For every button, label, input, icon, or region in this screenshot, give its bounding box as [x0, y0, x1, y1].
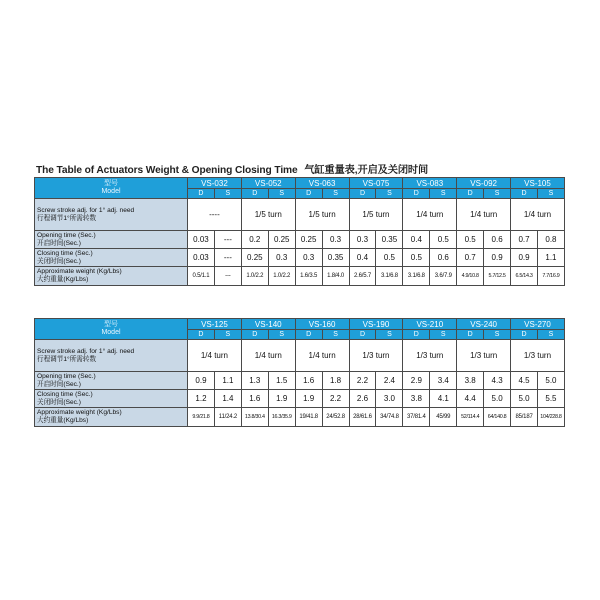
opening-value: 0.5	[457, 231, 484, 249]
weight-value: 52/114.4	[457, 408, 484, 427]
model-header	[35, 178, 188, 199]
closing-value: 0.35	[322, 249, 349, 267]
opening-label	[35, 372, 188, 390]
spring-return-header: S	[376, 330, 403, 340]
double-acting-header: D	[349, 330, 376, 340]
closing-value: 4.4	[457, 390, 484, 408]
opening-value: 1.3	[241, 372, 268, 390]
weight-value: 2.6/5.7	[349, 267, 376, 286]
weight-value: 34/74.8	[376, 408, 403, 427]
closing-value: 1.9	[268, 390, 295, 408]
opening-label-zh: 开启时间(Sec.)	[37, 380, 81, 388]
spring-return-header: S	[214, 189, 241, 199]
document-title-zh: 气缸重量表,开启及关闭时间	[304, 165, 429, 176]
opening-value: 0.25	[268, 231, 295, 249]
weight-value: 11/24.2	[214, 408, 241, 427]
closing-value: 0.25	[241, 249, 268, 267]
opening-value: 0.8	[537, 231, 564, 249]
closing-value: 0.3	[268, 249, 295, 267]
screw-value: 1/3 turn	[511, 340, 565, 372]
header-row-models	[35, 178, 565, 189]
model-name: VS-075	[349, 178, 403, 189]
weight-value: 1.0/2.2	[241, 267, 268, 286]
model-name: VS-105	[511, 178, 565, 189]
weight-value: 45/99	[430, 408, 457, 427]
closing-value: 0.3	[295, 249, 322, 267]
opening-label-en: Opening time (Sec.)	[37, 372, 96, 380]
closing-value: 1.6	[241, 390, 268, 408]
opening-value: 4.3	[484, 372, 511, 390]
spring-return-header: S	[322, 189, 349, 199]
row-closing	[35, 390, 565, 408]
closing-value: 3.0	[376, 390, 403, 408]
model-name: VS-160	[295, 319, 349, 330]
closing-label-en: Closing time (Sec.)	[37, 249, 93, 257]
screw-value: 1/3 turn	[457, 340, 511, 372]
weight-value: 104/228.8	[537, 408, 564, 427]
spring-return-header: S	[322, 330, 349, 340]
double-acting-header: D	[241, 189, 268, 199]
spec-table-1	[34, 177, 565, 286]
spec-table-2	[34, 318, 565, 427]
opening-value: 0.7	[511, 231, 538, 249]
screw-label-zh: 行程调节1°所需转数	[37, 214, 97, 222]
closing-value: 1.2	[188, 390, 215, 408]
opening-value: 1.5	[268, 372, 295, 390]
weight-value: 3.1/6.8	[376, 267, 403, 286]
screw-value: 1/4 turn	[403, 199, 457, 231]
row-closing	[35, 249, 565, 267]
screw-value: 1/3 turn	[349, 340, 403, 372]
model-name: VS-032	[188, 178, 242, 189]
screw-label-en: Screw stroke adj. for 1° adj. need	[37, 347, 135, 355]
weight-value: 9.9/21.8	[188, 408, 215, 427]
opening-value: 0.25	[295, 231, 322, 249]
model-name: VS-092	[457, 178, 511, 189]
closing-value: 0.9	[484, 249, 511, 267]
closing-value: ---	[214, 249, 241, 267]
weight-value: 0.5/1.1	[188, 267, 215, 286]
closing-value: 5.5	[537, 390, 564, 408]
double-acting-header: D	[511, 189, 538, 199]
weight-value: 13.8/30.4	[241, 408, 268, 427]
double-acting-header: D	[188, 330, 215, 340]
weight-value: 1.6/3.5	[295, 267, 322, 286]
weight-value: 24/52.8	[322, 408, 349, 427]
opening-value: 0.6	[484, 231, 511, 249]
model-name: VS-270	[511, 319, 565, 330]
opening-value: 0.3	[322, 231, 349, 249]
closing-value: 1.1	[537, 249, 564, 267]
row-opening	[35, 372, 565, 390]
opening-value: 4.5	[511, 372, 538, 390]
weight-value: 6.5/14.3	[511, 267, 538, 286]
model-name: VS-125	[188, 319, 242, 330]
closing-value: 0.7	[457, 249, 484, 267]
model-name: VS-063	[295, 178, 349, 189]
closing-label	[35, 249, 188, 267]
row-weight	[35, 408, 565, 427]
double-acting-header: D	[511, 330, 538, 340]
model-name: VS-240	[457, 319, 511, 330]
model-name: VS-190	[349, 319, 403, 330]
weight-value: 7.7/16.9	[537, 267, 564, 286]
spring-return-header: S	[484, 330, 511, 340]
spring-return-header: S	[268, 189, 295, 199]
screw-label	[35, 340, 188, 372]
weight-value: 28/61.6	[349, 408, 376, 427]
weight-label-zh: 大约重量(Kg/Lbs)	[37, 276, 89, 283]
opening-value: 0.9	[188, 372, 215, 390]
double-acting-header: D	[295, 330, 322, 340]
opening-value: 1.1	[214, 372, 241, 390]
closing-value: 0.03	[188, 249, 215, 267]
model-header-zh: 型号	[104, 180, 118, 187]
row-screw	[35, 340, 565, 372]
screw-value: 1/4 turn	[241, 340, 295, 372]
spring-return-header: S	[430, 330, 457, 340]
model-name: VS-210	[403, 319, 457, 330]
closing-value: 2.2	[322, 390, 349, 408]
row-weight	[35, 267, 565, 286]
document-title	[36, 161, 576, 176]
row-screw	[35, 199, 565, 231]
opening-value: 0.2	[241, 231, 268, 249]
screw-value: 1/5 turn	[295, 199, 349, 231]
double-acting-header: D	[403, 330, 430, 340]
weight-value: 37/81.4	[403, 408, 430, 427]
spring-return-header: S	[430, 189, 457, 199]
closing-label	[35, 390, 188, 408]
weight-value: 3.6/7.9	[430, 267, 457, 286]
opening-value: 0.4	[403, 231, 430, 249]
closing-value: 0.6	[430, 249, 457, 267]
screw-value: 1/3 turn	[403, 340, 457, 372]
opening-value: 2.4	[376, 372, 403, 390]
closing-value: 4.1	[430, 390, 457, 408]
weight-label-en: Approximate weight (Kg/Lbs)	[37, 409, 122, 417]
model-name: VS-140	[241, 319, 295, 330]
spring-return-header: S	[214, 330, 241, 340]
weight-value: 1.8/4.0	[322, 267, 349, 286]
opening-value: 0.03	[188, 231, 215, 249]
header-row-models	[35, 319, 565, 330]
double-acting-header: D	[403, 189, 430, 199]
double-acting-header: D	[349, 189, 376, 199]
weight-value: 3.1/6.8	[403, 267, 430, 286]
screw-label-en: Screw stroke adj. for 1° adj. need	[37, 206, 135, 214]
opening-value: 0.5	[430, 231, 457, 249]
spring-return-header: S	[268, 330, 295, 340]
opening-label-zh: 开启时间(Sec.)	[37, 239, 81, 247]
closing-value: 5.0	[511, 390, 538, 408]
opening-value: 3.4	[430, 372, 457, 390]
double-acting-header: D	[295, 189, 322, 199]
spring-return-header: S	[537, 189, 564, 199]
double-acting-header: D	[188, 189, 215, 199]
opening-value: 5.0	[537, 372, 564, 390]
model-header-en: Model	[101, 329, 121, 336]
double-acting-header: D	[241, 330, 268, 340]
double-acting-header: D	[457, 189, 484, 199]
closing-value: 0.4	[349, 249, 376, 267]
screw-value: 1/5 turn	[349, 199, 403, 231]
closing-label-en: Closing time (Sec.)	[37, 390, 93, 398]
closing-value: 0.5	[403, 249, 430, 267]
weight-label-en: Approximate weight (Kg/Lbs)	[37, 268, 122, 276]
screw-value: 1/4 turn	[511, 199, 565, 231]
screw-label	[35, 199, 188, 231]
closing-value: 0.9	[511, 249, 538, 267]
weight-label-zh: 大约重量(Kg/Lbs)	[37, 417, 89, 424]
screw-value: ----	[188, 199, 242, 231]
model-header	[35, 319, 188, 340]
screw-value: 1/4 turn	[295, 340, 349, 372]
weight-label	[35, 408, 188, 427]
model-header-en: Model	[101, 188, 121, 195]
closing-value: 2.6	[349, 390, 376, 408]
row-opening	[35, 231, 565, 249]
closing-value: 5.0	[484, 390, 511, 408]
screw-value: 1/5 turn	[241, 199, 295, 231]
opening-value: ---	[214, 231, 241, 249]
opening-value: 3.8	[457, 372, 484, 390]
closing-value: 1.9	[295, 390, 322, 408]
weight-value: 64/140.8	[484, 408, 511, 427]
weight-value: 85/187	[511, 408, 538, 427]
screw-label-zh: 行程调节1°所需转数	[37, 355, 97, 363]
opening-value: 1.8	[322, 372, 349, 390]
weight-value: 16.3/35.9	[268, 408, 295, 427]
opening-value: 1.6	[295, 372, 322, 390]
model-header-zh: 型号	[104, 321, 118, 328]
screw-value: 1/4 turn	[457, 199, 511, 231]
weight-value: 19/41.8	[295, 408, 322, 427]
opening-value: 0.3	[349, 231, 376, 249]
opening-label	[35, 231, 188, 249]
spring-return-header: S	[376, 189, 403, 199]
opening-label-en: Opening time (Sec.)	[37, 231, 96, 239]
weight-value: 4.9/10.8	[457, 267, 484, 286]
closing-label-zh: 关闭时间(Sec.)	[37, 257, 81, 265]
weight-value: 1.0/2.2	[268, 267, 295, 286]
spring-return-header: S	[484, 189, 511, 199]
closing-value: 0.5	[376, 249, 403, 267]
closing-label-zh: 关闭时间(Sec.)	[37, 398, 81, 406]
opening-value: 2.2	[349, 372, 376, 390]
weight-value: ---	[214, 267, 241, 286]
model-name: VS-083	[403, 178, 457, 189]
model-name: VS-052	[241, 178, 295, 189]
weight-label	[35, 267, 188, 286]
spring-return-header: S	[537, 330, 564, 340]
closing-value: 3.8	[403, 390, 430, 408]
screw-value: 1/4 turn	[188, 340, 242, 372]
opening-value: 0.35	[376, 231, 403, 249]
double-acting-header: D	[457, 330, 484, 340]
document-title-en: The Table of Actuators Weight & Opening Closing Time	[36, 165, 298, 176]
closing-value: 1.4	[214, 390, 241, 408]
opening-value: 2.9	[403, 372, 430, 390]
weight-value: 5.7/12.5	[484, 267, 511, 286]
